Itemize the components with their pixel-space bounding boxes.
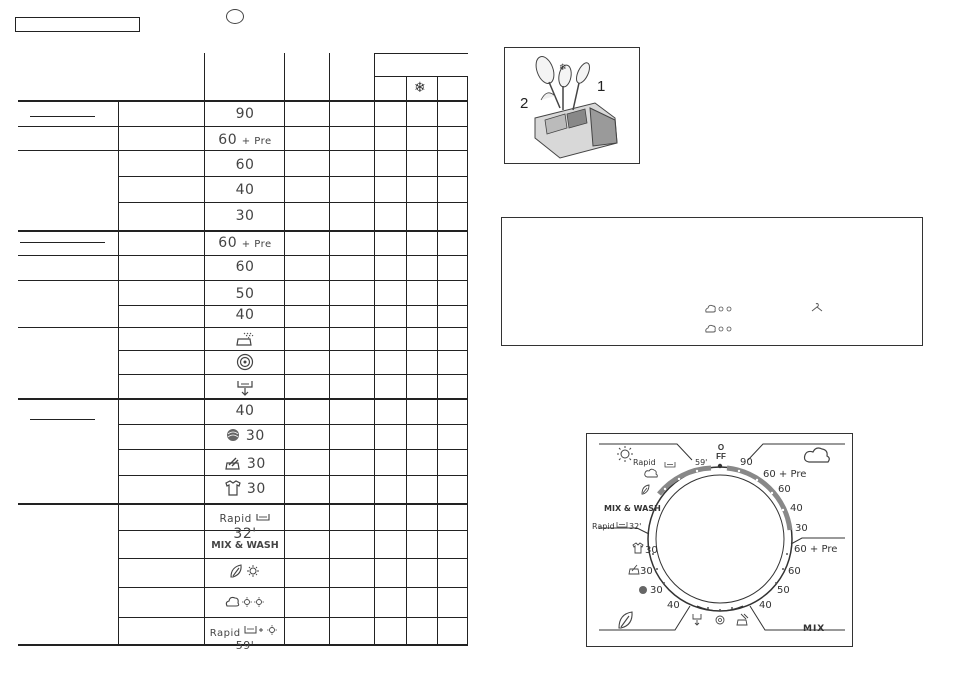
spin-icon bbox=[206, 353, 284, 375]
table-row: 60 bbox=[235, 259, 255, 275]
figure-label-2: 2 bbox=[520, 95, 529, 112]
table-row: 40 bbox=[235, 307, 255, 323]
table-row: 50 bbox=[235, 286, 255, 302]
rinse-icon bbox=[737, 614, 748, 625]
dial-label-60: 60 bbox=[778, 484, 791, 495]
table-row: Rapid 59' bbox=[206, 624, 284, 652]
figure-label-1: 1 bbox=[597, 78, 606, 95]
shirt-icon bbox=[224, 480, 242, 496]
dial-label-rapid-59-time: 59' bbox=[695, 458, 708, 467]
header-box bbox=[15, 17, 140, 32]
dial-label-shirt-30: 30 bbox=[645, 545, 658, 556]
table-row: 60 bbox=[235, 157, 255, 173]
shirt-icon bbox=[633, 543, 643, 553]
dial-label-handwash-30: 30 bbox=[640, 566, 653, 577]
tub-icon bbox=[617, 522, 627, 527]
dial-label-rapid-59: Rapid bbox=[633, 458, 656, 467]
cloud-icon bbox=[805, 448, 830, 462]
rinse-icon bbox=[206, 331, 284, 351]
cloud-sun-icon bbox=[704, 302, 734, 314]
wool-icon bbox=[639, 586, 647, 594]
tub-plus-sun-icon bbox=[244, 624, 280, 636]
dial-label-mix: MIX bbox=[803, 624, 826, 634]
leaf-sun-icon bbox=[206, 562, 284, 584]
dial-label-60-pre-mix: 60 + Pre bbox=[794, 544, 838, 555]
programme-dial-panel bbox=[586, 433, 853, 647]
table-row: 30 bbox=[206, 480, 284, 497]
dial-label-rapid-32-time: 32' bbox=[629, 522, 642, 531]
leaf-icon bbox=[619, 612, 632, 628]
table-row: 60 + Pre bbox=[218, 132, 272, 148]
table-row: 40 bbox=[235, 403, 255, 419]
hanger-icon bbox=[810, 302, 824, 312]
dial-label-90: 90 bbox=[740, 457, 753, 468]
spin-icon bbox=[716, 616, 724, 624]
table-row: 90 bbox=[235, 106, 255, 122]
table-row: MIX & WASH bbox=[211, 540, 279, 551]
drawer-figure bbox=[504, 47, 640, 164]
wool-icon bbox=[225, 428, 241, 442]
cloud-sun-icon bbox=[206, 593, 284, 613]
dial-off-label: OFF bbox=[716, 443, 726, 461]
sun-icon bbox=[617, 446, 633, 462]
dial-label-40-mix: 40 bbox=[759, 600, 772, 611]
table-row: Rapid 32' bbox=[206, 511, 284, 542]
cloud-sun-icon bbox=[704, 322, 734, 334]
svg-text:❄: ❄ bbox=[559, 63, 567, 73]
dial-label-mix-wash: MIX & WASH bbox=[604, 504, 661, 513]
handwash-icon bbox=[224, 455, 242, 471]
handwash-icon bbox=[629, 565, 639, 574]
dial-label-60-pre: 60 + Pre bbox=[763, 469, 807, 480]
dial-label-40-left: 40 bbox=[667, 600, 680, 611]
table-row: 30 bbox=[206, 428, 284, 444]
dial-label-60-mix: 60 bbox=[788, 566, 801, 577]
dial-label-30: 30 bbox=[795, 523, 808, 534]
leaf-icon bbox=[642, 485, 649, 494]
drain-icon bbox=[206, 378, 284, 402]
table-row: 60 + Pre bbox=[218, 235, 272, 251]
dial-label-wool-30: 30 bbox=[650, 585, 663, 596]
snowflake-icon: ❄ bbox=[414, 79, 426, 95]
drain-icon bbox=[693, 614, 701, 625]
tub-icon bbox=[256, 512, 270, 522]
dial-label-40: 40 bbox=[790, 503, 803, 514]
dial-label-50-mix: 50 bbox=[777, 585, 790, 596]
cloud-icon bbox=[645, 469, 658, 477]
dial-label-rapid-32: Rapid bbox=[592, 522, 615, 531]
language-badge bbox=[226, 9, 244, 24]
table-row: 30 bbox=[206, 455, 284, 472]
note-box bbox=[501, 217, 923, 346]
tub-icon bbox=[665, 462, 675, 467]
table-row: 30 bbox=[235, 208, 255, 224]
table-row: 40 bbox=[235, 182, 255, 198]
